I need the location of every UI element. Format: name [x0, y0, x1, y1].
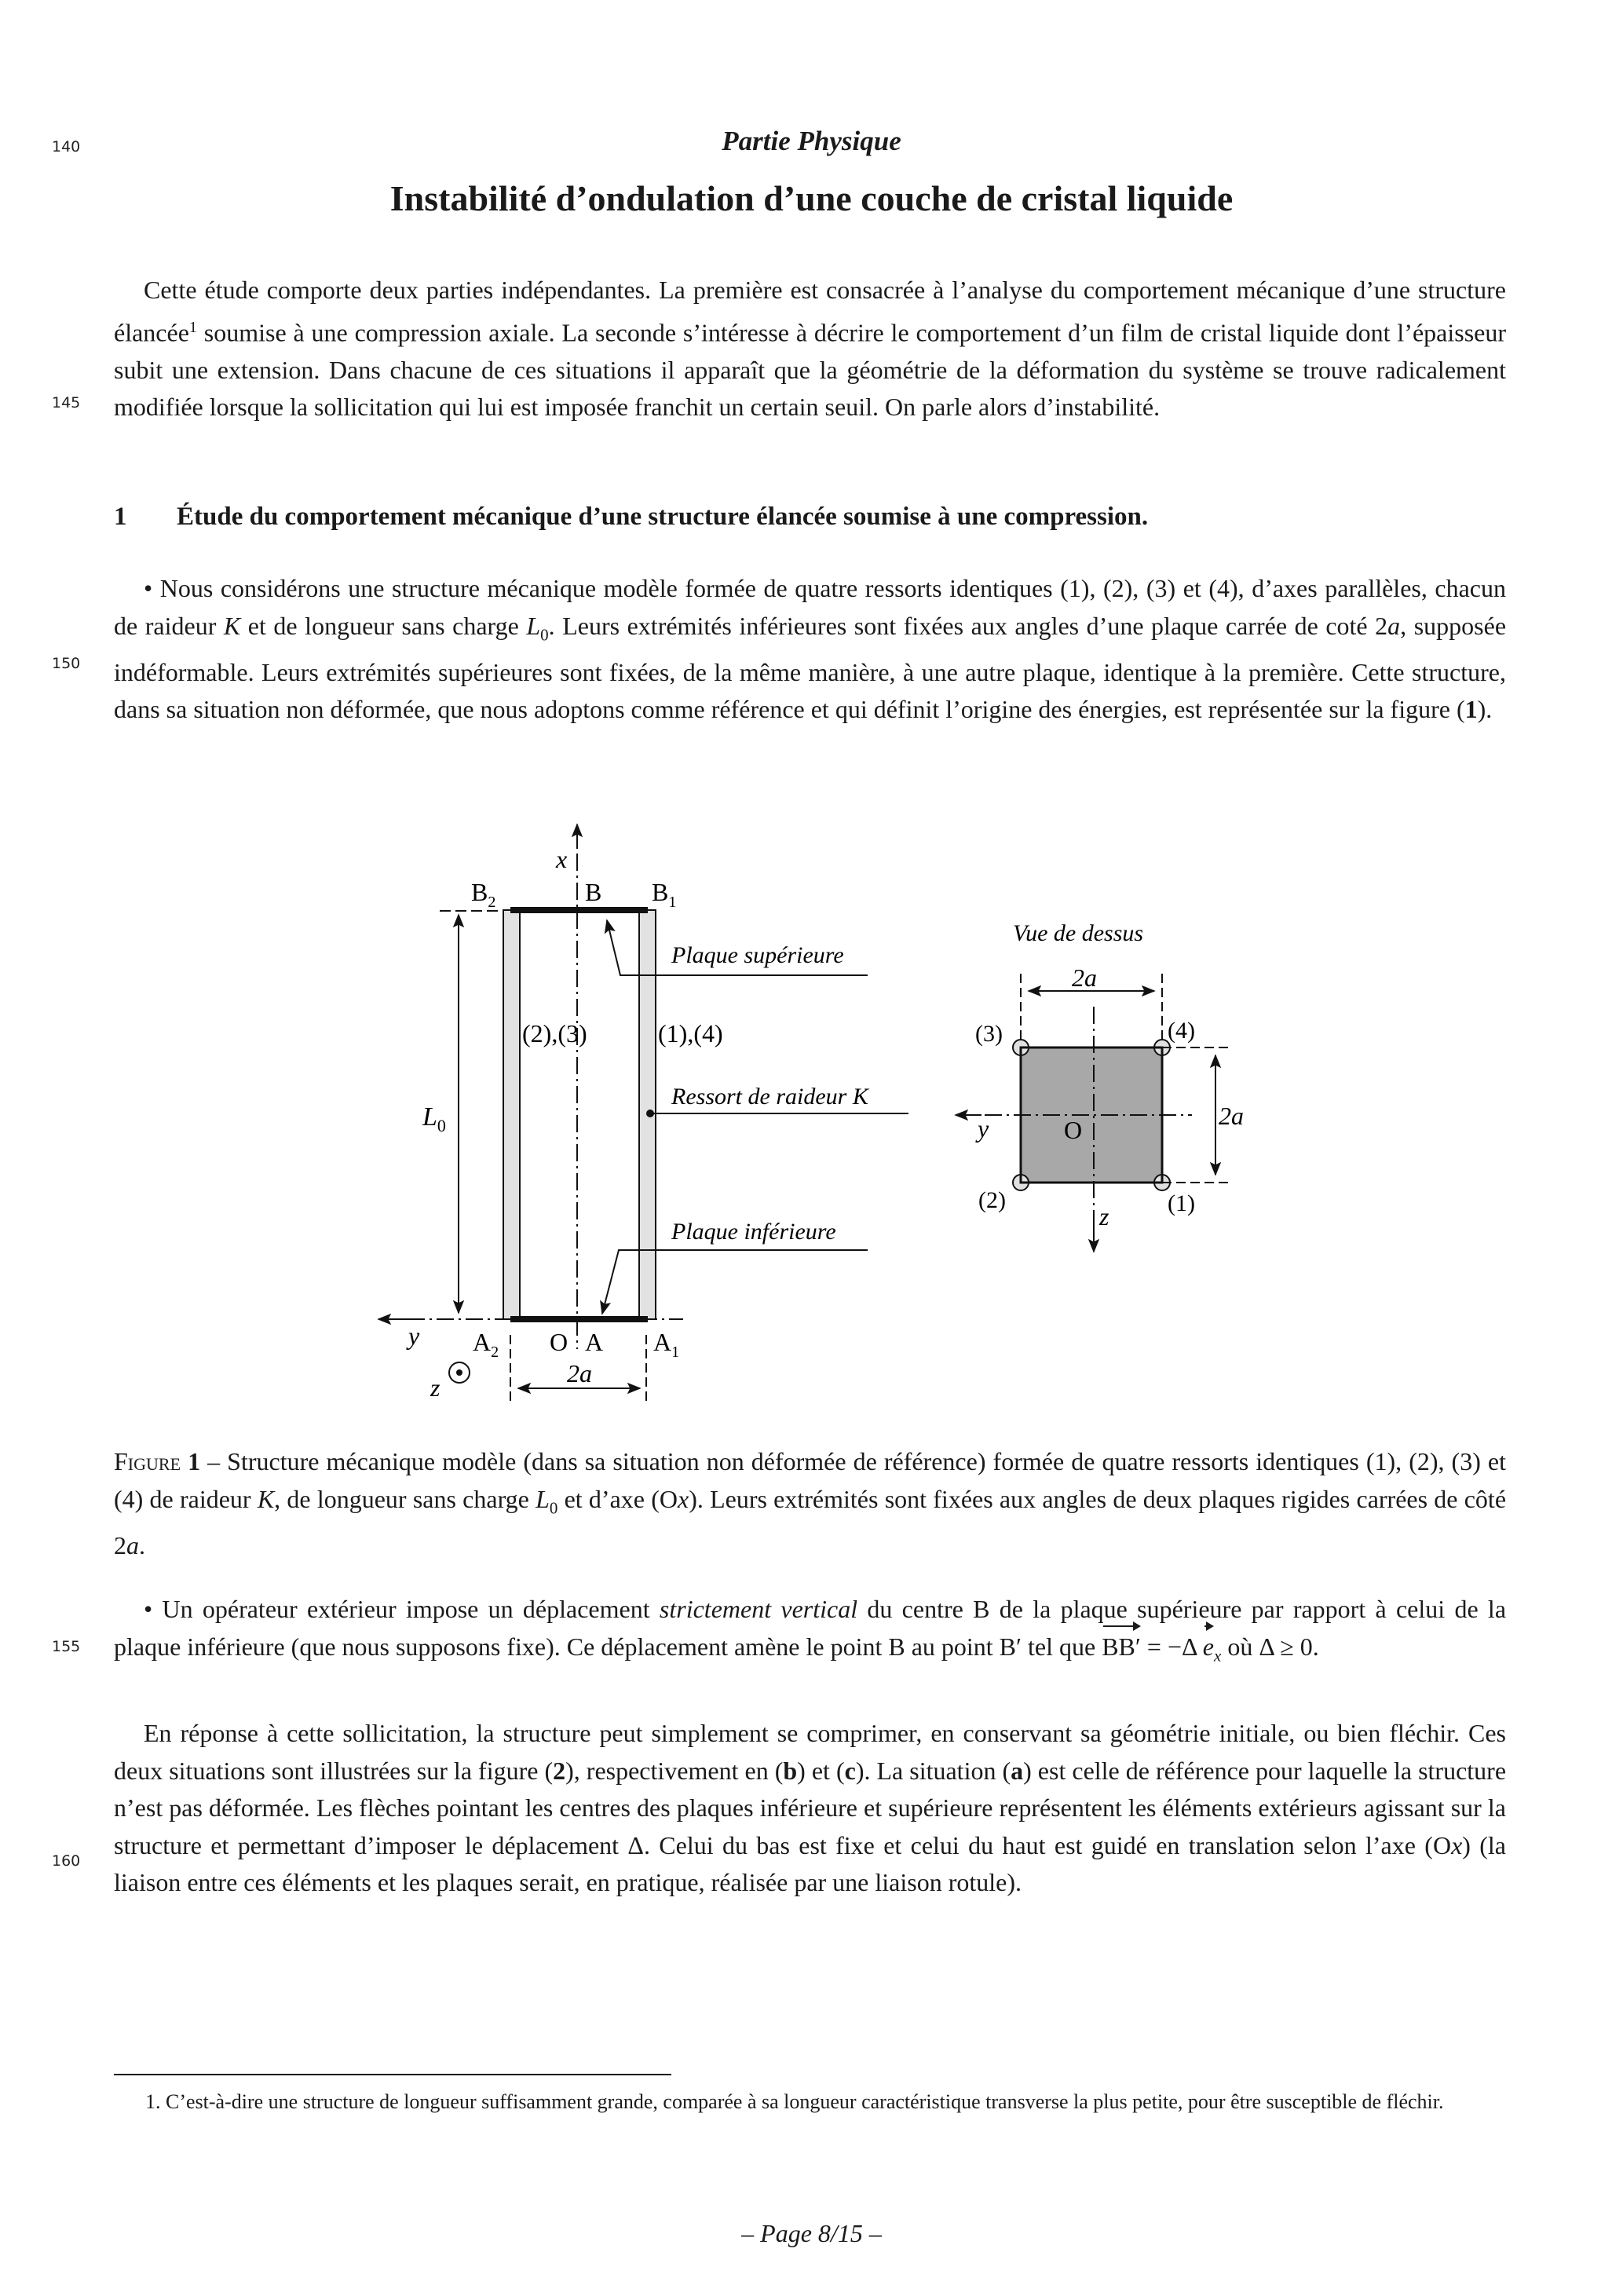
caption-number: 1	[188, 1447, 201, 1475]
top-dim-label: 2a	[1072, 963, 1097, 992]
x-axis-label: x	[556, 845, 568, 873]
corner-2-label: (2)	[978, 1187, 1006, 1213]
springs-1-4-label: (1),(4)	[658, 1019, 723, 1047]
y-axis-label: y	[408, 1322, 420, 1350]
page-footer: – Page 8/15 –	[741, 2219, 882, 2247]
unit-vector-ex: e	[1203, 1629, 1214, 1666]
caption-text: , de longueur sans charge	[274, 1484, 536, 1513]
z-axis-label: z	[430, 1373, 440, 1402]
text: Nous considérons une structure mécanique modèle formée de quatre ressorts identiques (1), (2), (3) et (4), d’axes parallèles, chacun de raideur	[114, 574, 1507, 640]
2a-label: 2a	[567, 1359, 592, 1387]
line-number: 160	[52, 1852, 81, 1870]
math-a: a	[126, 1530, 139, 1559]
top-view-title: Vue de dessus	[1013, 920, 1144, 946]
math-K: K	[223, 611, 241, 640]
corner-3-label: (3)	[975, 1021, 1003, 1047]
operator-paragraph	[114, 1591, 1506, 1675]
response-paragraph	[114, 1715, 1506, 1902]
A2-label: $A_2$	[473, 1328, 499, 1361]
math-x: x	[1451, 1830, 1463, 1859]
B-label: B	[585, 878, 602, 906]
figure-ref[interactable]: 2	[553, 1756, 566, 1785]
bullet: •	[144, 574, 153, 602]
L0-label: $L_0$	[422, 1102, 446, 1135]
footnote	[114, 2085, 1506, 2119]
text: et de longueur sans charge	[240, 611, 527, 640]
caption-label: Figure	[114, 1447, 181, 1475]
text: . Leurs extrémités inférieures sont fixées aux angles d’une plaque carrée de coté 2	[548, 611, 1388, 640]
section-number: 1	[114, 503, 127, 531]
caption-text: et d’axe (O	[557, 1484, 678, 1513]
emphasis: strictement vertical	[659, 1595, 858, 1623]
subfig-ref: a	[1011, 1756, 1024, 1785]
line-number: 140	[52, 138, 81, 155]
B1-label: $B_1$	[652, 878, 677, 911]
footnote-ref[interactable]: 1	[188, 318, 197, 336]
figure-ref[interactable]: 1	[1464, 695, 1478, 724]
math-sub: 0	[549, 1497, 558, 1517]
line-number: 155	[52, 1638, 81, 1655]
text: , supposée indéformable. Leurs extrémités supérieures sont fixées, de la même manière, à une autre plaque, identique à la première. Cette structure, dans sa situation non déformée, que nous adoptons comme référence et qui définit l’origine des énergies, est représentée sur la figure (	[114, 611, 1507, 724]
math-x: x	[678, 1484, 689, 1513]
text: En réponse à cette sollicitation, la structure peut simplement se comprimer, en conservant sa géométrie initiale, ou bien fléchir. Ces deux situations sont illustrées sur la figure (	[114, 1719, 1506, 1785]
math-sub: x	[1214, 1645, 1222, 1665]
text: ).	[1477, 695, 1493, 724]
footnote-number: 1.	[145, 2090, 161, 2113]
math-L: L	[526, 611, 541, 640]
text: où Δ ≥ 0.	[1221, 1632, 1319, 1661]
vector-BB-prime: BB′	[1102, 1629, 1141, 1666]
caption-text: Structure mécanique modèle (dans sa situation non déformée de référence) formée de quatre ressorts identiques (1), (2), (3) et (4) de raideur	[114, 1447, 1507, 1513]
math-K: K	[257, 1484, 275, 1513]
top-plate-label: Plaque supérieure	[671, 942, 844, 968]
text: ) (la liaison entre ces éléments et les plaques serait, en pratique, réalisée par une liaison rotule).	[114, 1830, 1507, 1897]
page-title: Instabilité d’ondulation d’une couche de cristal liquide	[389, 178, 1234, 218]
caption-text: .	[139, 1530, 145, 1559]
line-number: 145	[52, 394, 81, 411]
top-view-y-label: y	[978, 1114, 989, 1143]
math-L: L	[536, 1484, 550, 1513]
intro-text-2: soumise à une compression axiale. La seconde s’intéresse à décrire le comportement d’un film de cristal liquide dont l’épaisseur subit une extension. Dans chacune de ces situations il apparaît que la géométrie de la déformation du système se trouve radicalement modifiée lorsque la sollicitation qui lui est imposée franchit un certain seuil. On parle alors d’instabilité.	[114, 318, 1506, 422]
right-dim-label: 2a	[1219, 1102, 1244, 1130]
section-title: Étude du comportement mécanique d’une structure élancée soumise à une compression.	[177, 503, 1149, 531]
subfig-ref: c	[844, 1756, 856, 1785]
intro-text: Cette étude comporte deux parties indépendantes. La première est consacrée à l’analyse du comportement mécanique d’une structure élancée	[114, 276, 1506, 347]
math-a: a	[1387, 611, 1401, 640]
math-sub: 0	[540, 624, 549, 644]
footnote-rule	[114, 2074, 671, 2075]
text: ), respectivement en (	[565, 1756, 784, 1785]
springs-2-3-label: (2),(3)	[522, 1019, 587, 1047]
bullet: •	[144, 1595, 153, 1623]
top-plate	[510, 907, 648, 913]
figure-caption	[114, 1443, 1506, 1564]
bottom-plate-label: Plaque inférieure	[671, 1219, 836, 1245]
line-number: 150	[52, 655, 81, 672]
top-view-z-label: z	[1099, 1202, 1109, 1230]
subfig-ref: b	[783, 1756, 798, 1785]
running-header: Partie Physique	[722, 126, 901, 156]
text: = −Δ	[1140, 1632, 1203, 1661]
caption-text: ). Leurs extrémités sont fixées aux angles de deux plaques rigides carrées de côté 2	[114, 1484, 1507, 1559]
text: ) est celle de référence pour laquelle la structure n’est pas déformée. Les flèches pointant les centres des plaques inférieure et supérieure représentent les éléments extérieurs agissant sur la structure et permettant d’imposer le déplacement Δ. Celui du bas est fixe et celui du haut est guidé en translation selon l’axe (O	[114, 1756, 1507, 1859]
text: ) et (	[797, 1756, 845, 1785]
corner-1-label: (1)	[1168, 1190, 1195, 1216]
A-label: A	[585, 1328, 604, 1356]
A1-label: $A_1$	[653, 1328, 680, 1361]
spring-label: Ressort de raideur K	[671, 1084, 868, 1110]
text: Un opérateur extérieur impose un déplacement	[162, 1595, 660, 1623]
corner-4-label: (4)	[1168, 1018, 1195, 1044]
spring-left	[503, 910, 520, 1319]
top-view-O-label: O	[1064, 1116, 1083, 1144]
footnote-text: C’est-à-dire une structure de longueur suffisamment grande, comparée à sa longueur caractéristique transverse la plus petite, pour être susceptible de fléchir.	[166, 2090, 1444, 2113]
O-label: O	[550, 1328, 568, 1356]
B2-label: $B_2$	[471, 878, 496, 911]
text: ). La situation (	[855, 1756, 1011, 1785]
text: du centre B de la plaque supérieure par rapport à celui de la plaque inférieure (que nous supposons fixe). Ce déplacement amène le point B au point B′ tel que	[114, 1595, 1507, 1661]
caption-dash: –	[200, 1447, 228, 1475]
